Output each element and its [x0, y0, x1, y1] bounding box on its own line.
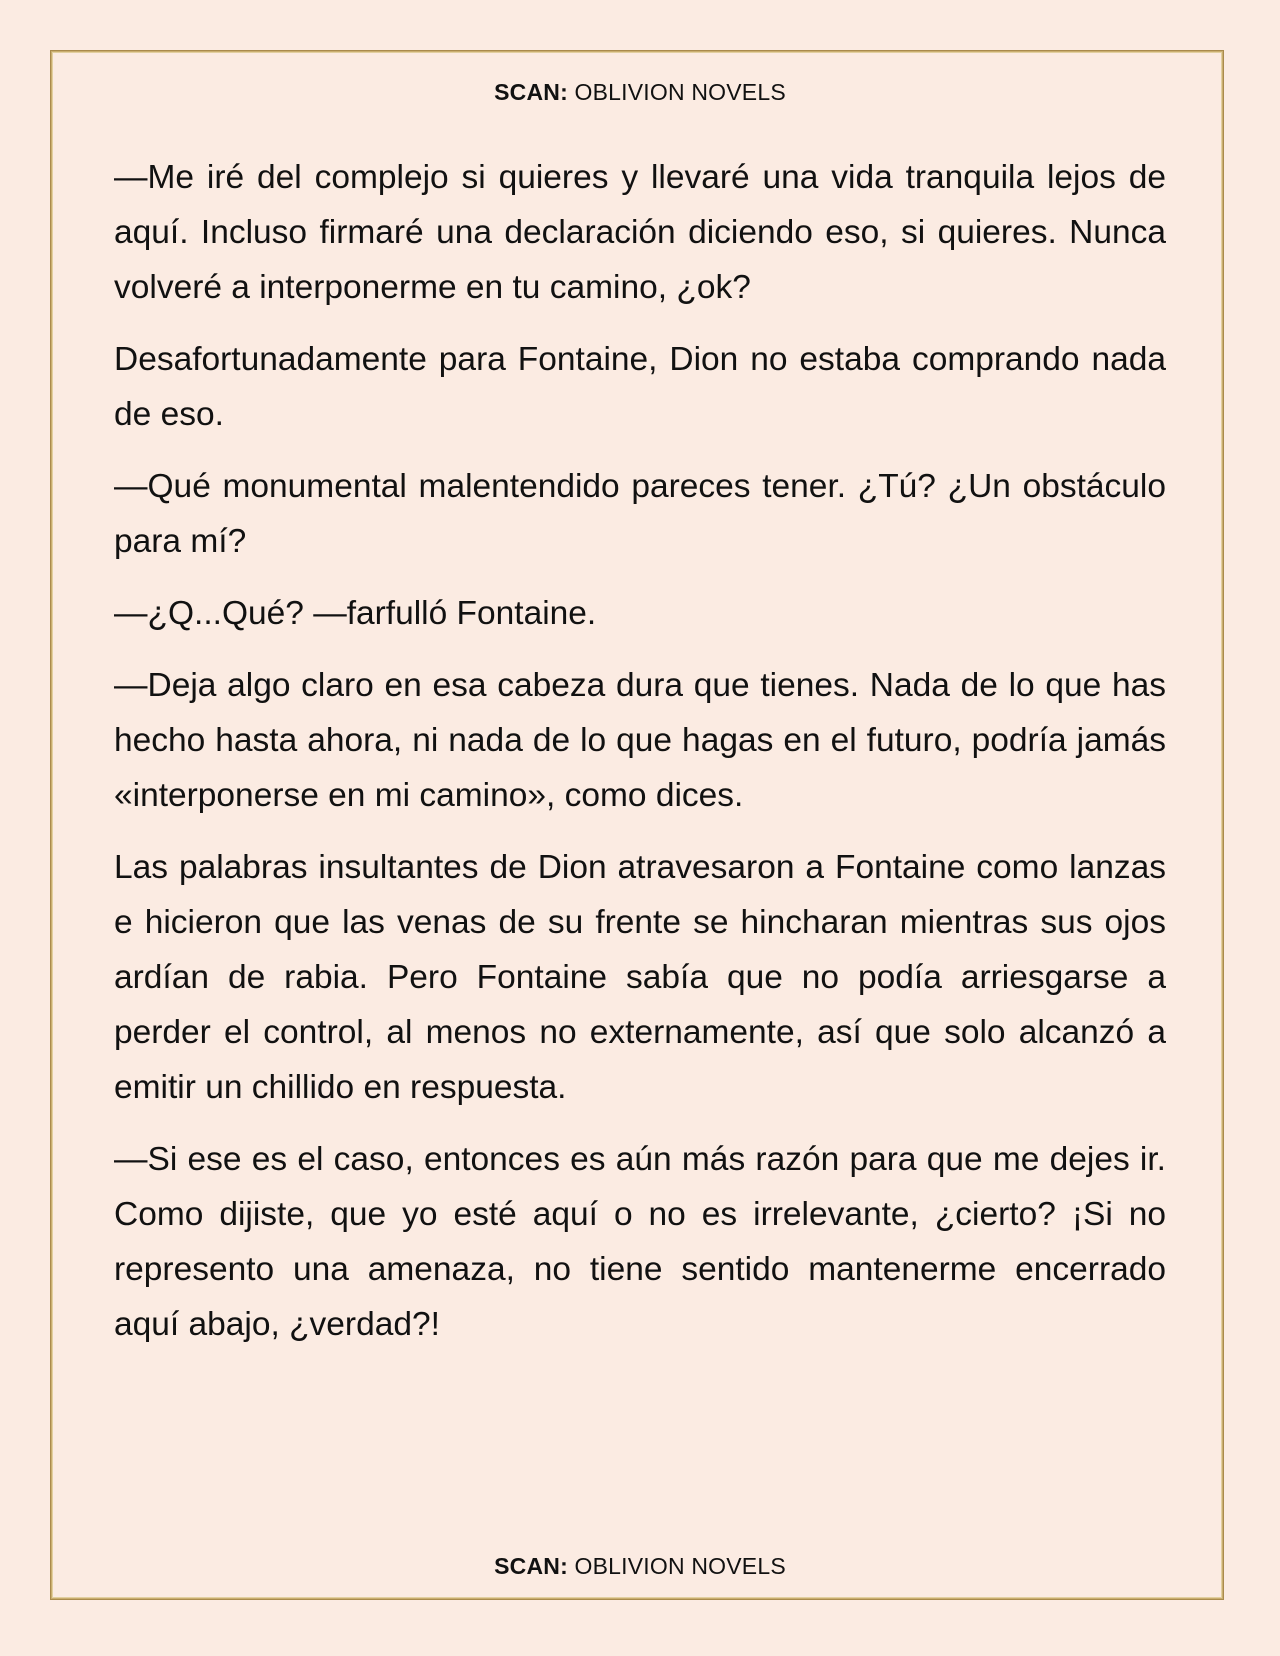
paragraph: —Deja algo claro en esa cabeza dura que tienes. Nada de lo que has hecho hasta ahora, ni nada de lo que hagas en el futuro, podría jamás «interponerse en mi camino», como dices. — [114, 667, 1166, 814]
page-footer — [0, 1552, 1280, 1580]
page-body — [114, 150, 1166, 1369]
header-text: OBLIVION NOVELS — [574, 79, 786, 105]
paragraph: —Qué monumental malentendido pareces tener. ¿Tú? ¿Un obstáculo para mí? — [114, 468, 1166, 560]
page-header — [0, 78, 1280, 106]
paragraph: —Si ese es el caso, entonces es aún más razón para que me dejes ir. Como dijiste, que yo esté aquí o no es irrelevante, ¿cierto? ¡Si no represento una amenaza, no tiene sentido mantenerme encerrado aquí abajo, ¿verdad?! — [114, 1141, 1166, 1343]
paragraph: —¿Q...Qué? —farfulló Fontaine. — [114, 595, 597, 632]
paragraph: Las palabras insultantes de Dion atravesaron a Fontaine como lanzas e hicieron que las venas de su frente se hincharan mientras sus ojos ardían de rabia. Pero Fontaine sabía que no podía arriesgarse a perder el control, al menos no externamente, así que solo alcanzó a emitir un chillido en respuesta. — [114, 849, 1166, 1106]
footer-label: SCAN: — [494, 1553, 568, 1579]
paragraph: —Me iré del complejo si quieres y llevaré una vida tranquila lejos de aquí. Incluso firmaré una declaración diciendo eso, si quieres. Nunca volveré a interponerme en tu camino, ¿ok? — [114, 159, 1166, 306]
paragraph: Desafortunadamente para Fontaine, Dion no estaba comprando nada de eso. — [114, 341, 1166, 433]
header-label: SCAN: — [494, 79, 568, 105]
footer-text: OBLIVION NOVELS — [574, 1553, 786, 1579]
